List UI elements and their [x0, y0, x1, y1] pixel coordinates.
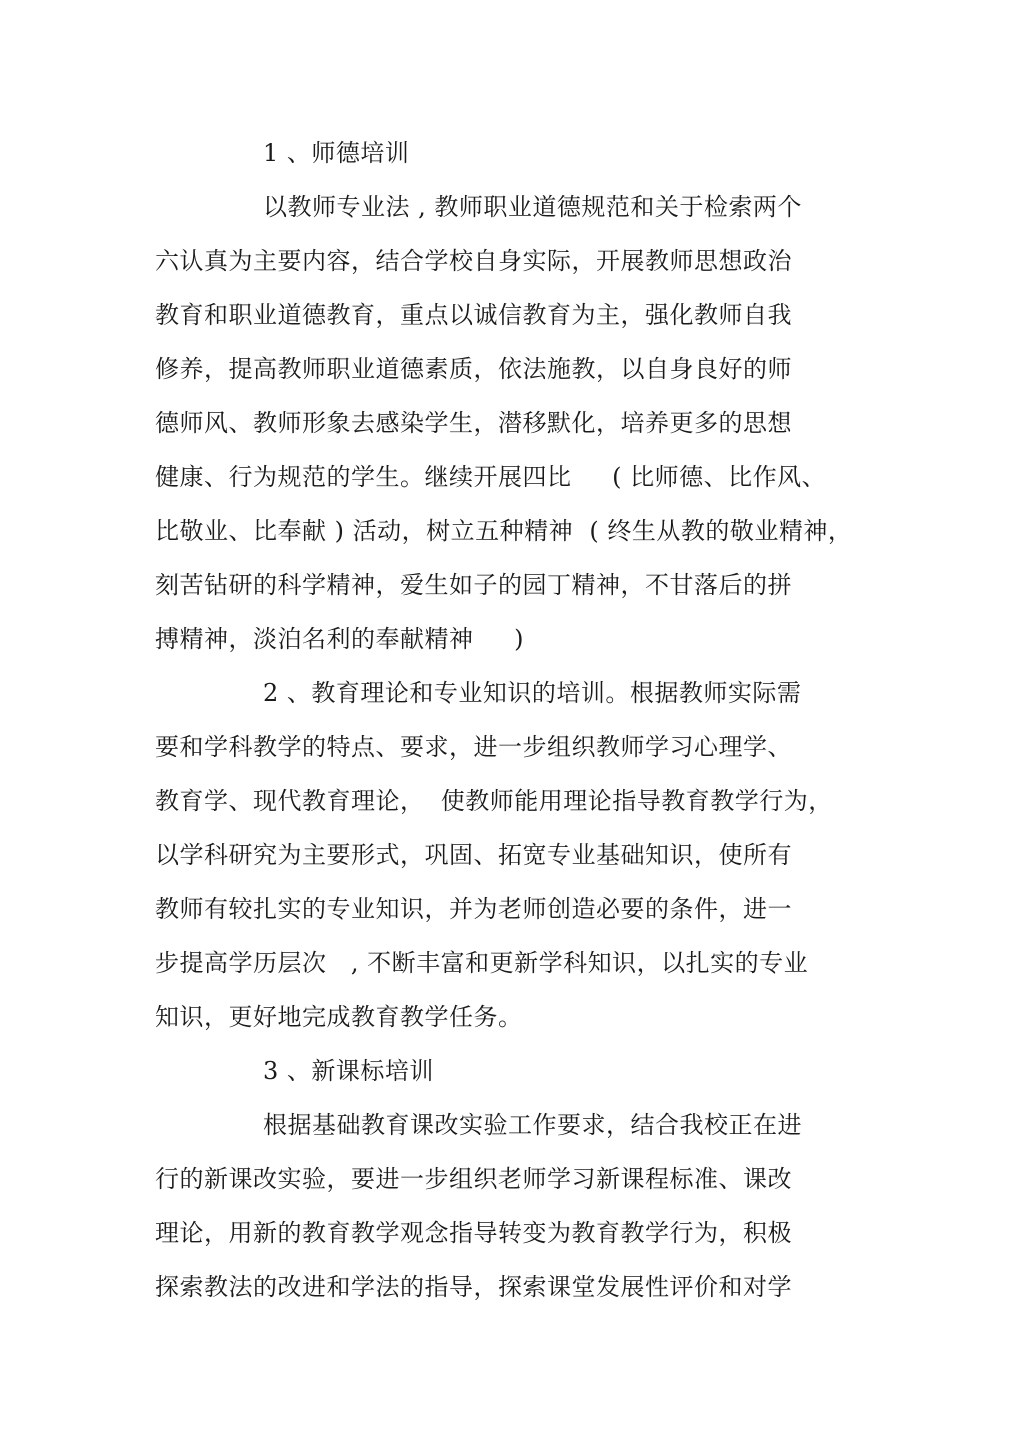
section-1-heading: 1 、师德培训: [263, 139, 410, 167]
paragraph-line: 以教师专业法 , 教师职业道德规范和关于检索两个: [263, 193, 802, 221]
paragraph-line: 根据基础教育课改实验工作要求，结合我校正在进: [263, 1111, 802, 1139]
paragraph-line: 理论，用新的教育教学观念指导转变为教育教学行为，积极: [155, 1219, 792, 1247]
paragraph-line: 教师有较扎实的专业知识，并为老师创造必要的条件，进一: [155, 895, 792, 923]
section-2-heading: 2 、教育理论和专业知识的培训。根据教师实际需: [263, 679, 802, 707]
paragraph-line: 刻苦钻研的科学精神，爱生如子的园丁精神，不甘落后的拼: [155, 571, 792, 599]
paragraph-line: 要和学科教学的特点、要求，进一步组织教师学习心理学、: [155, 733, 792, 761]
paragraph-line: 教育和职业道德教育，重点以诚信教育为主，强化教师自我: [155, 301, 792, 329]
paragraph-line: 教育学、现代教育理论， 使教师能用理论指导教育教学行为，: [155, 787, 833, 815]
paragraph-line: 六认真为主要内容，结合学校自身实际，开展教师思想政治: [155, 247, 792, 275]
paragraph-line: 修养，提高教师职业道德素质，依法施教，以自身良好的师: [155, 355, 792, 383]
paragraph-line: 行的新课改实验，要进一步组织老师学习新课程标准、课改: [155, 1165, 792, 1193]
paragraph-line: 德师风、教师形象去感染学生，潜移默化，培养更多的思想: [155, 409, 792, 437]
paragraph-line: 知识，更好地完成教育教学任务。: [155, 1003, 523, 1031]
paragraph-line: 探索教法的改进和学法的指导，探索课堂发展性评价和对学: [155, 1273, 792, 1301]
paragraph-line: 健康、行为规范的学生。继续开展四比 ( 比师德、比作风、: [155, 463, 827, 491]
section-3-heading: 3 、新课标培训: [263, 1057, 434, 1085]
paragraph-line: 搏精神，淡泊名利的奉献精神 ): [155, 625, 525, 653]
paragraph-line: 比敬业、比奉献 ) 活动，树立五种精神 ( 终生从教的敬业精神，: [155, 517, 853, 545]
paragraph-line: 步提高学历层次 , 不断丰富和更新学科知识，以扎实的专业: [155, 949, 809, 977]
paragraph-line: 以学科研究为主要形式，巩固、拓宽专业基础知识，使所有: [155, 841, 792, 869]
